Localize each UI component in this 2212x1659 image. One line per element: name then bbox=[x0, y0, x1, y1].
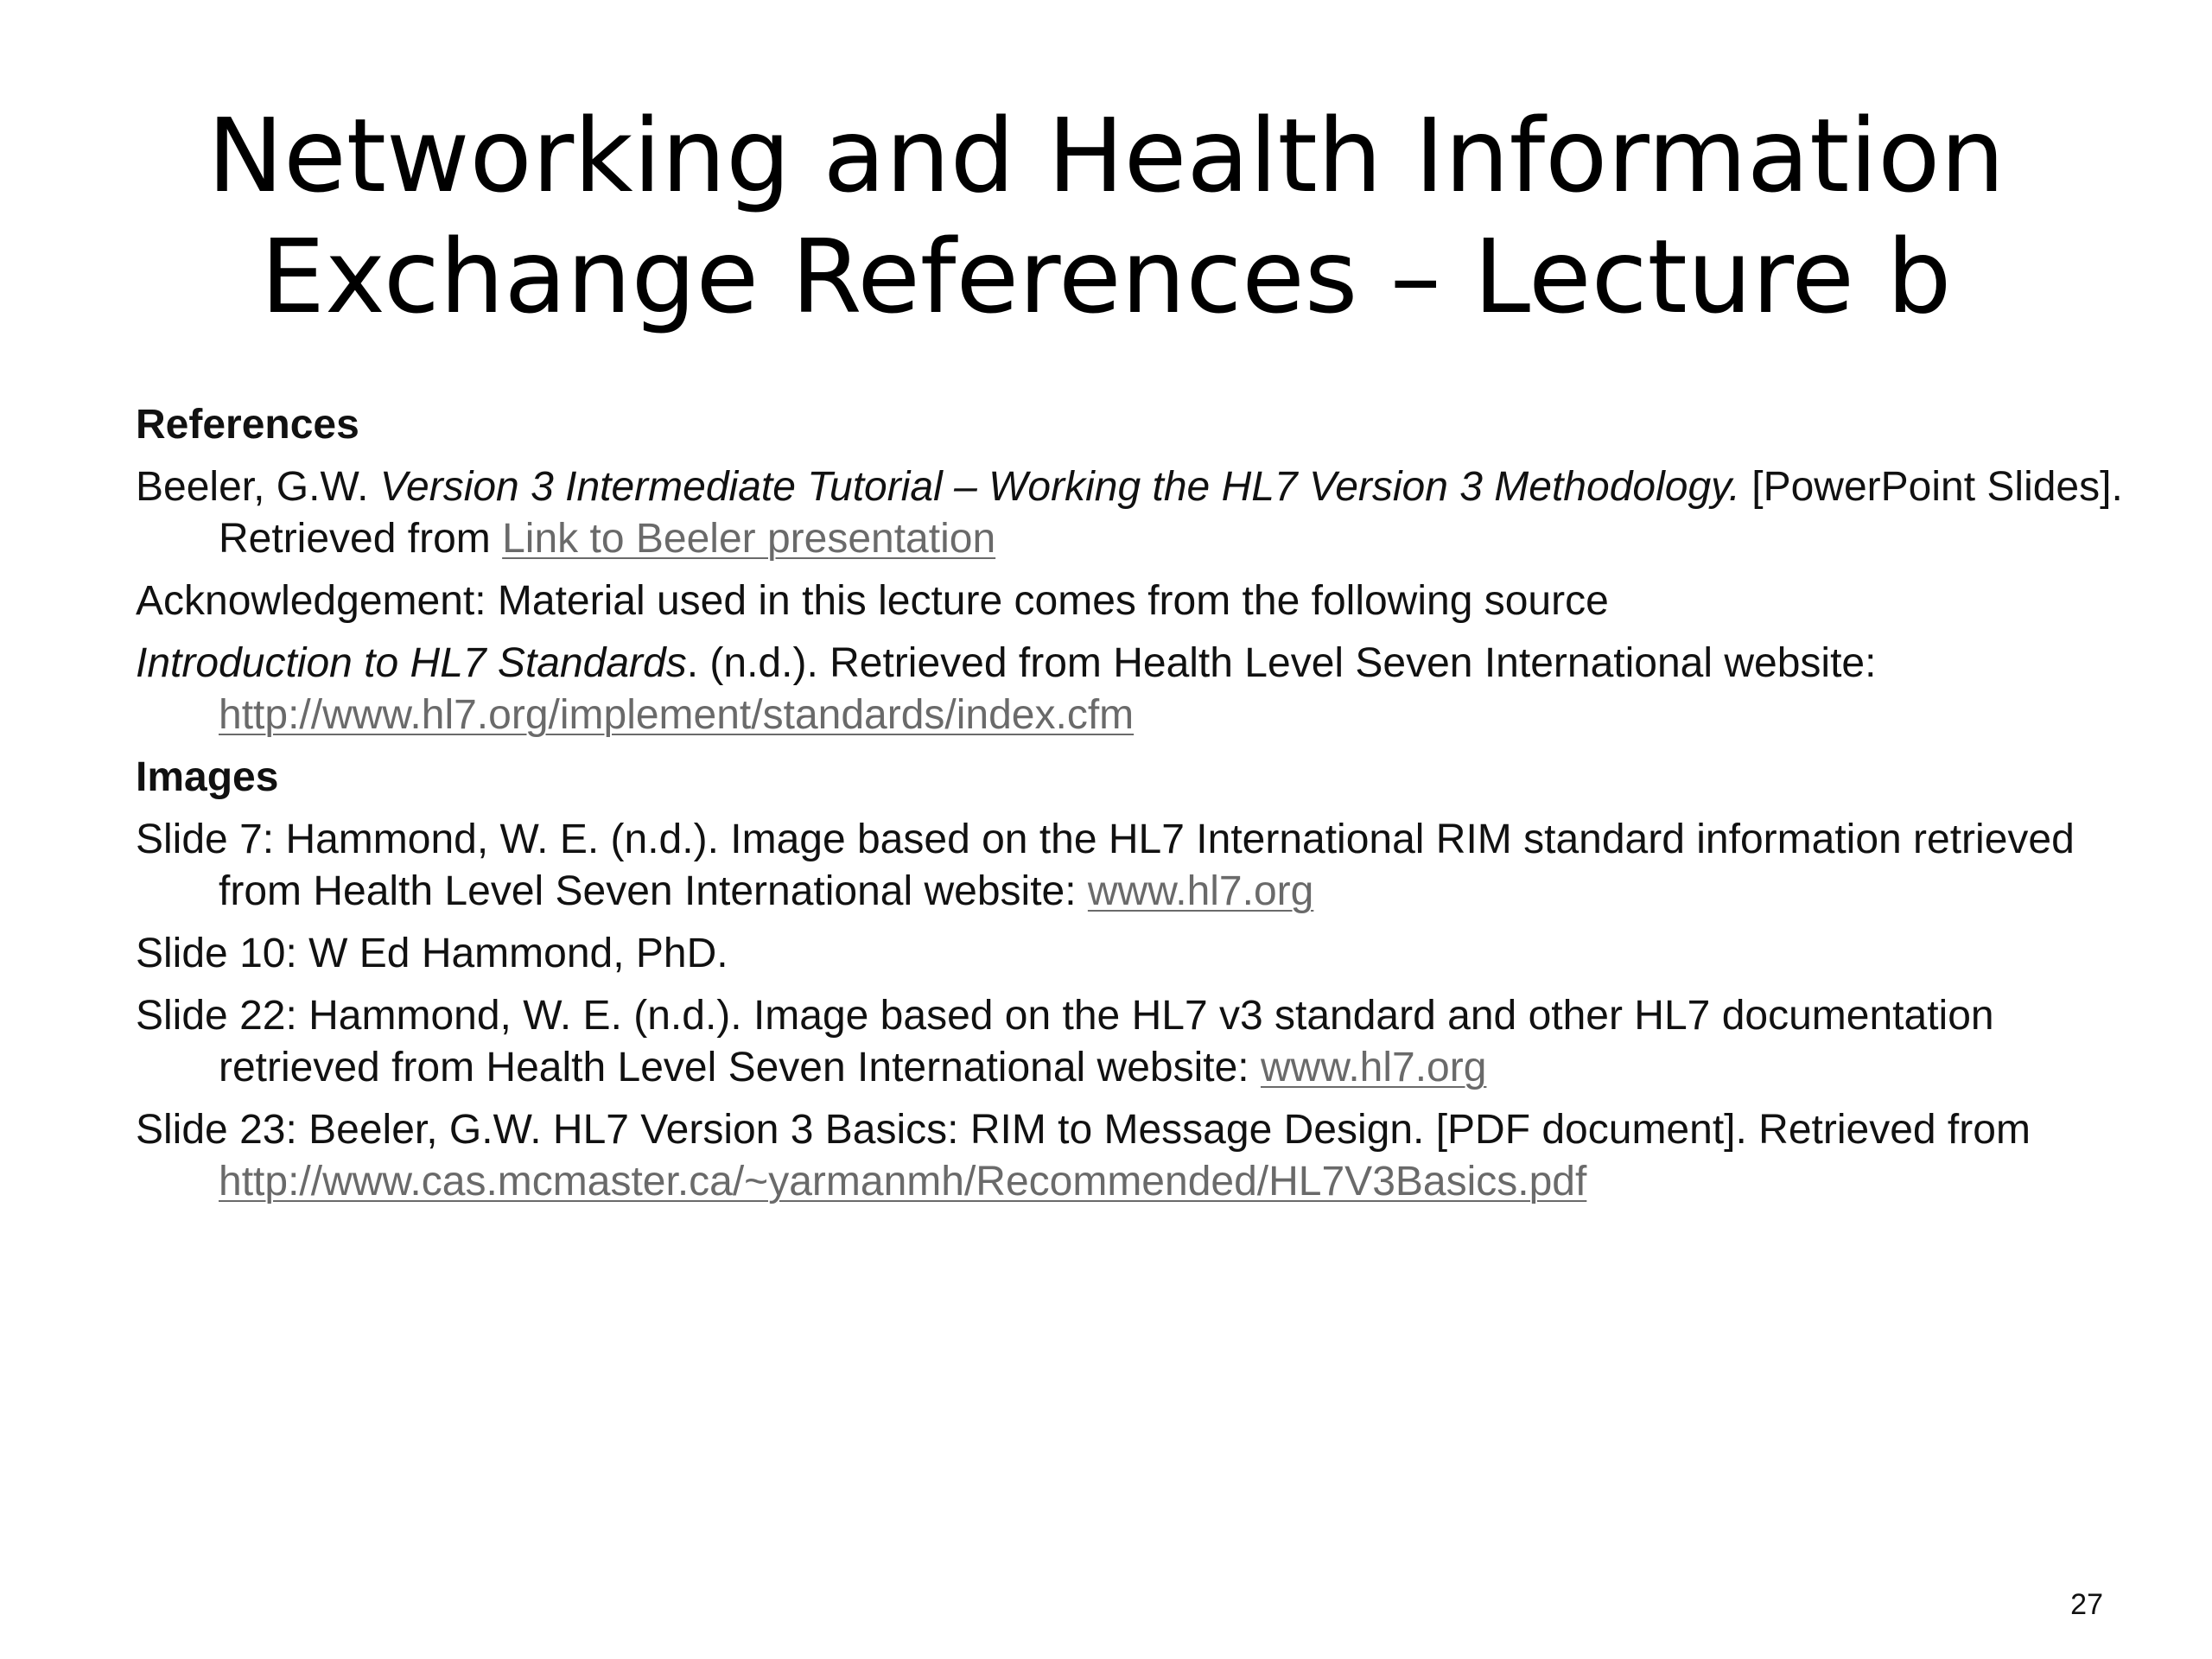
images-heading: Images bbox=[136, 754, 279, 800]
reference-author: Beeler, G.W. bbox=[136, 464, 380, 510]
references-content bbox=[136, 399, 2123, 1218]
hl7-website-link[interactable]: www.hl7.org bbox=[1260, 1045, 1487, 1090]
image-credit-slide-10: Slide 10: W Ed Hammond, PhD. bbox=[136, 931, 728, 976]
image-credit-text: Slide 22: Hammond, W. E. (n.d.). Image based on the HL7 v3 standard and other HL7 documentation retrieved from Health Level Seven International website: bbox=[136, 993, 1994, 1090]
references-heading: References bbox=[136, 402, 359, 448]
reference-work-title: Introduction to HL7 Standards bbox=[136, 640, 687, 686]
slide-title-line-1: Networking and Health Information bbox=[207, 96, 2005, 215]
slide-title bbox=[0, 95, 2212, 337]
image-credit-text: Slide 7: Hammond, W. E. (n.d.). Image based on the HL7 International RIM standard information retrieved from Health Level Seven International website: bbox=[136, 817, 2075, 914]
reference-work-title: Version 3 Intermediate Tutorial – Working the HL7 Version 3 Methodology. bbox=[379, 464, 1740, 510]
image-credit-slide-23 bbox=[136, 1104, 2123, 1208]
image-credit-slide-7 bbox=[136, 814, 2123, 918]
acknowledgement-text: Acknowledgement: Material used in this lecture comes from the following source bbox=[136, 578, 1609, 624]
reference-beeler-tutorial bbox=[136, 461, 2123, 565]
reference-details: [PowerPoint Slides]. Retrieved from bbox=[219, 464, 2123, 562]
hl7-website-link[interactable]: www.hl7.org bbox=[1087, 868, 1314, 914]
hl7-standards-link[interactable]: http://www.hl7.org/implement/standards/index.cfm bbox=[219, 692, 1135, 738]
hl7v3-basics-pdf-link[interactable]: http://www.cas.mcmaster.ca/~yarmanmh/Recommended/HL7V3Basics.pdf bbox=[219, 1159, 1587, 1205]
page-number: 27 bbox=[2070, 1588, 2103, 1621]
reference-details: . (n.d.). Retrieved from Health Level Seven International website: bbox=[686, 640, 1877, 686]
beeler-presentation-link[interactable]: Link to Beeler presentation bbox=[502, 516, 996, 562]
reference-hl7-introduction bbox=[136, 638, 2123, 741]
image-credit-text: Slide 23: Beeler, G.W. HL7 Version 3 Basics: RIM to Message Design. [PDF document]. Retrieved from bbox=[136, 1107, 2031, 1153]
slide-title-line-2: Exchange References – Lecture b bbox=[260, 217, 1952, 336]
image-credit-slide-22 bbox=[136, 990, 2123, 1094]
